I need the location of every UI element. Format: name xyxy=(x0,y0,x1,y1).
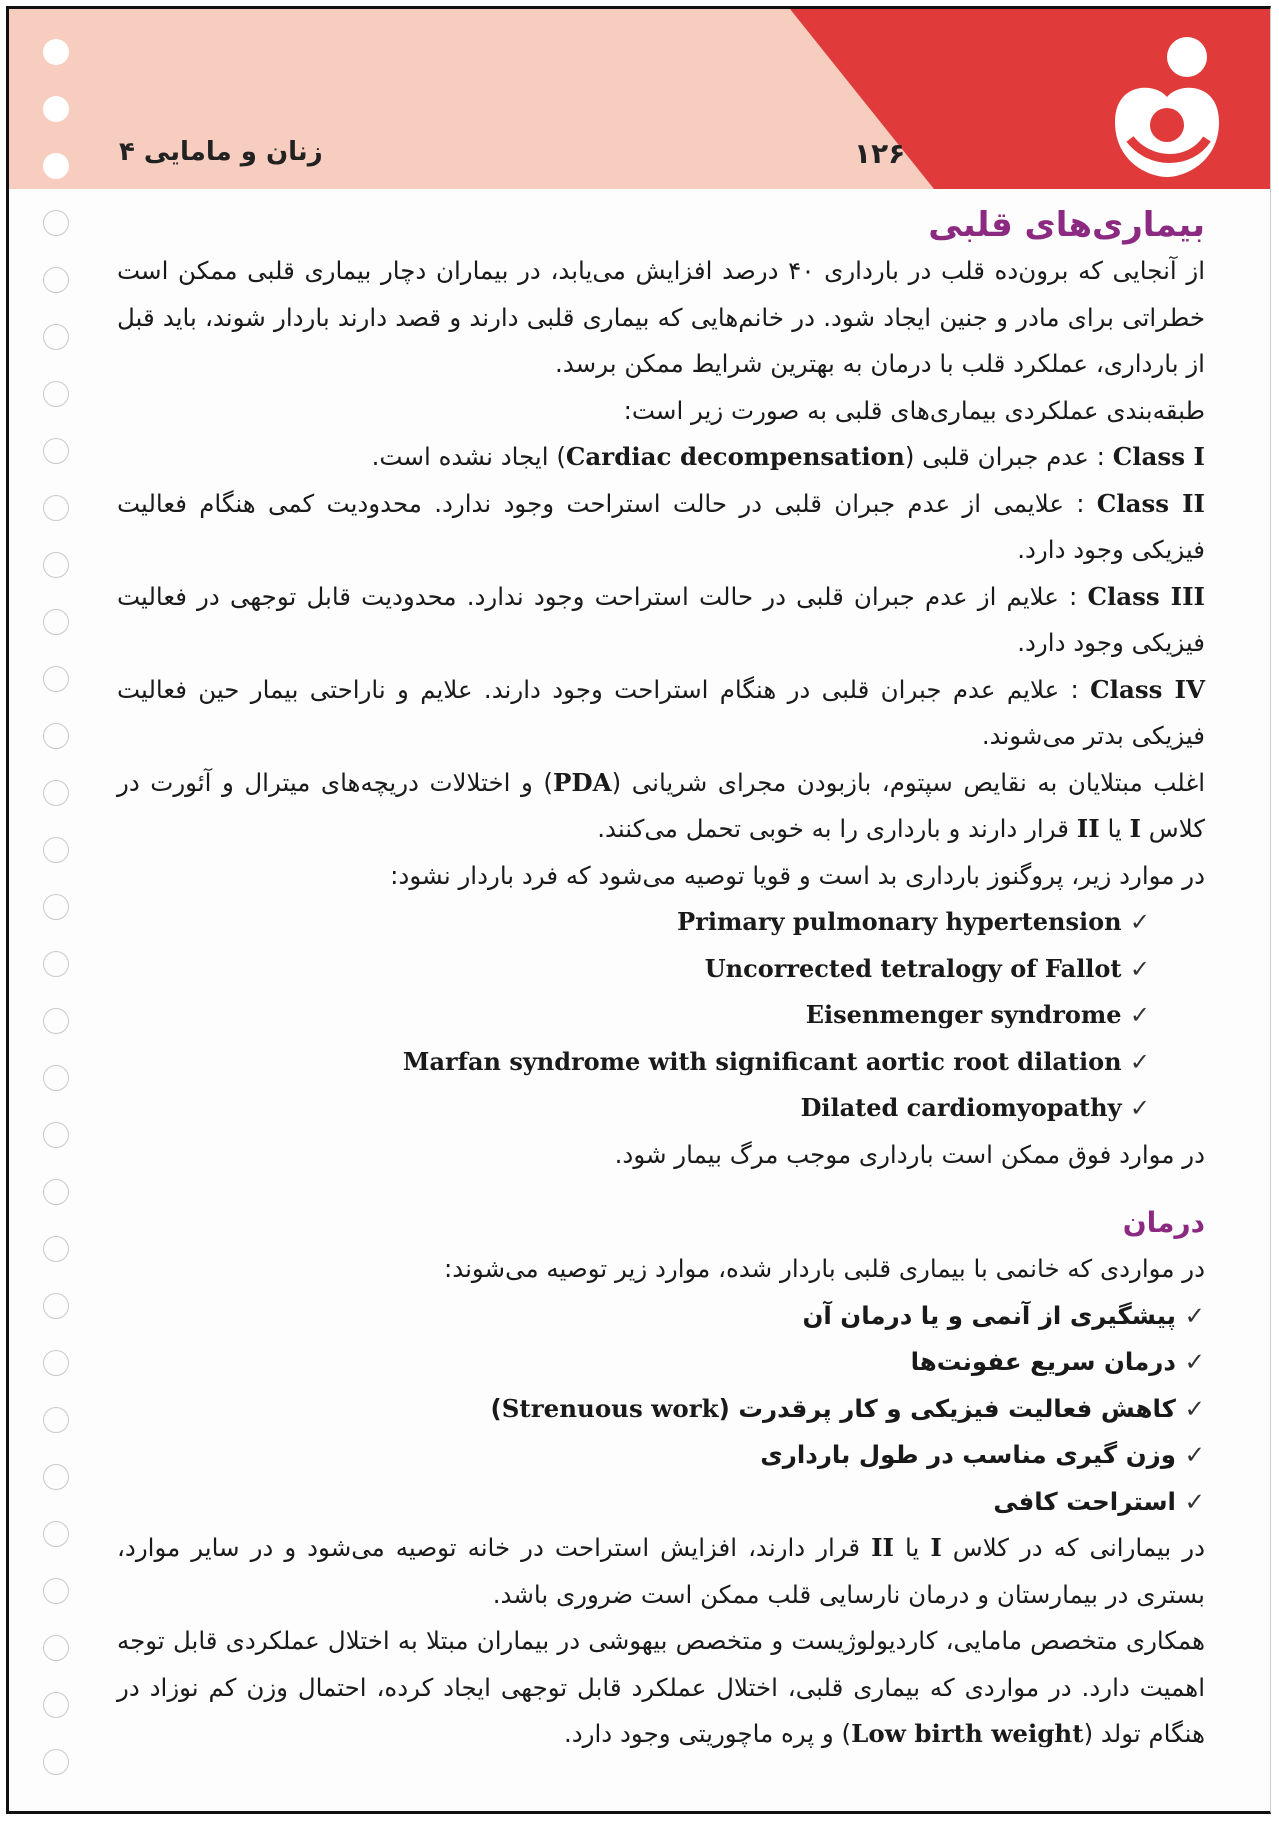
low-birth-weight-term: Low birth weight xyxy=(851,1719,1084,1748)
list-item-text: ) xyxy=(490,1393,502,1423)
check-icon: ✓ xyxy=(1129,1047,1150,1076)
main-content xyxy=(117,202,1205,1758)
classification-intro: طبقه‌بندی عملکردی بیماری‌های قلبی به صورت زیر است: xyxy=(623,395,1205,425)
list-item xyxy=(117,1432,1205,1479)
list-item xyxy=(117,1293,1205,1340)
binder-hole xyxy=(43,1464,69,1490)
class-numeral: I xyxy=(930,1533,942,1562)
defects-text: اغلب مبتلایان به نقایص سپتوم، بازبودن مجرای شریانی ( xyxy=(611,767,1206,797)
list-item-text: Primary pulmonary hypertension xyxy=(677,907,1122,936)
binder-hole xyxy=(43,552,69,578)
binder-hole xyxy=(43,1521,69,1547)
rest-text: در بیمارانی که در کلاس xyxy=(941,1533,1205,1562)
binder-hole xyxy=(43,153,69,179)
treatment-intro: در مواردی که خانمی با بیماری قلبی باردار شده، موارد زیر توصیه می‌شوند: xyxy=(443,1254,1205,1283)
class-iv-row xyxy=(117,667,1205,760)
binder-hole xyxy=(43,267,69,293)
page-frame xyxy=(6,6,1271,1814)
list-item-text: وزن گیری مناسب در طول بارداری xyxy=(760,1440,1176,1469)
class-numeral: II xyxy=(1076,814,1100,843)
treatment-title: درمان xyxy=(1122,1206,1205,1239)
class-text: : علایم از عدم جبران قلبی در حالت استراحت وجود ندارد. محدودیت قابل توجهی در فعالیت فیزیکی وجود دارد. xyxy=(117,581,1205,657)
defects-paragraph xyxy=(117,760,1205,853)
treatment-list xyxy=(117,1293,1205,1526)
team-text: ) و پره ماچوریتی وجود دارد. xyxy=(563,1719,852,1748)
list-item-text: Uncorrected tetralogy of Fallot xyxy=(704,953,1122,983)
team-paragraph xyxy=(117,1618,1205,1758)
binder-hole xyxy=(43,1065,69,1091)
list-item-text: پیشگیری از آنمی و یا درمان آن xyxy=(802,1300,1176,1330)
pda-term: PDA xyxy=(552,767,612,797)
mother-child-logo-icon xyxy=(1095,27,1245,177)
list-item xyxy=(117,992,1150,1039)
binder-hole xyxy=(43,495,69,521)
binder-hole xyxy=(43,951,69,977)
class-iii-row xyxy=(117,574,1205,667)
intro-paragraph: از آنجایی که برون‌ده قلب در بارداری ۴۰ درصد افزایش می‌یابد، در بیماران دچار بیماری قلبی ممکن است خطراتی برای مادر و جنین ایجاد شود. در خانم‌هایی که بیماری قلبی دارند و قصد دارند باردار شوند، باید قبل از بارداری، عملکرد قلب با درمان به بهترین شرایط ممکن برسد. xyxy=(117,256,1205,378)
class-term: Cardiac decompensation xyxy=(565,442,905,471)
binder-hole xyxy=(43,894,69,920)
binder-hole xyxy=(43,1293,69,1319)
binder-hole xyxy=(43,1635,69,1661)
list-item xyxy=(117,1479,1205,1526)
list-item xyxy=(117,899,1150,946)
poor-prognosis-intro: در موارد زیر، پروگنوز بارداری بد است و قویا توصیه می‌شود که فرد باردار نشود: xyxy=(390,860,1205,890)
list-item-text: Dilated cardiomyopathy xyxy=(800,1093,1122,1122)
team-text: همکاری متخصص مامایی، کاردیولوژیست و متخصص بیهوشی در بیماران مبتلا به اختلال عملکردی قابل توجه اهمیت دارد. در مواردی که بیماری قلبی، اختلال عملکرد قابل توجهی ایجاد کرده، احتمال وزن کم نوزاد در هنگام تولد ( xyxy=(117,1626,1205,1748)
class-label: Class III xyxy=(1087,581,1205,611)
check-icon: ✓ xyxy=(1129,1001,1150,1029)
check-icon: ✓ xyxy=(1129,1094,1150,1122)
binder-hole xyxy=(43,1350,69,1376)
binder-hole xyxy=(43,1578,69,1604)
class-label: Class IV xyxy=(1090,674,1205,704)
defects-text: قرار دارند و بارداری را به خوبی تحمل می‌کنند. xyxy=(597,814,1077,843)
class-label: Class I xyxy=(1112,442,1205,471)
list-item-text: Marfan syndrome with significant aortic root dilation xyxy=(402,1046,1122,1076)
check-icon: ✓ xyxy=(1184,1440,1205,1469)
check-icon: ✓ xyxy=(1129,954,1150,983)
check-icon: ✓ xyxy=(1184,1347,1205,1376)
class-text: : علایمی از عدم جبران قلبی در حالت استراحت وجود ندارد. محدودیت کمی هنگام فعالیت فیزیکی وجود دارد. xyxy=(117,488,1205,564)
binder-hole xyxy=(43,666,69,692)
rest-paragraph xyxy=(117,1525,1205,1618)
defects-text: ) و اختلالات دریچه‌های میترال و آئورت در کلاس xyxy=(117,767,1205,843)
class-text-after: ) ایجاد نشده است. xyxy=(371,442,566,471)
page-number: ۱۲۶ xyxy=(854,137,906,170)
check-icon: ✓ xyxy=(1184,1300,1205,1330)
binder-hole xyxy=(43,609,69,635)
binder-hole xyxy=(43,381,69,407)
binder-hole xyxy=(43,1008,69,1034)
list-item-text: کاهش فعالیت فیزیکی و کار پرقدرت ( xyxy=(718,1393,1176,1423)
poor-prognosis-list xyxy=(117,899,1205,1132)
binder-hole xyxy=(43,1179,69,1205)
book-title: زنان و مامایی ۴ xyxy=(119,137,323,167)
class-ii-row xyxy=(117,481,1205,574)
class-numeral: I xyxy=(1129,814,1142,843)
defects-text: یا xyxy=(1099,814,1130,843)
class-i-row xyxy=(117,434,1205,481)
class-text: : علایم عدم جبران قلبی در هنگام استراحت وجود دارند. علایم و ناراحتی بیمار حین فعالیت فیزیکی بدتر می‌شوند. xyxy=(117,674,1205,750)
rest-text: یا xyxy=(894,1533,931,1562)
list-item xyxy=(117,1339,1205,1386)
binder-hole xyxy=(43,837,69,863)
class-label: Class II xyxy=(1096,488,1206,518)
binder-hole xyxy=(43,96,69,122)
list-item xyxy=(117,1386,1205,1433)
binder-hole xyxy=(43,438,69,464)
binder-hole xyxy=(43,39,69,65)
section-title: بیماری‌های قلبی xyxy=(928,205,1205,245)
binder-hole xyxy=(43,1122,69,1148)
check-icon: ✓ xyxy=(1129,908,1150,936)
binder-hole xyxy=(43,324,69,350)
binder-hole xyxy=(43,780,69,806)
list-item-text: درمان سریع عفونت‌ها xyxy=(910,1347,1176,1376)
poor-prognosis-outro: در موارد فوق ممکن است بارداری موجب مرگ بیمار شود. xyxy=(614,1139,1205,1169)
class-text: : عدم جبران قلبی ( xyxy=(904,442,1113,471)
rest-text: قرار دارند، افزایش استراحت در خانه توصیه می‌شود و در سایر موارد، بستری در بیمارستان و درمان نارسایی قلب ممکن است ضروری باشد. xyxy=(117,1533,1205,1609)
binder-hole xyxy=(43,723,69,749)
binder-hole xyxy=(43,1749,69,1775)
check-icon: ✓ xyxy=(1184,1393,1205,1423)
binder-hole xyxy=(43,210,69,236)
binder-hole xyxy=(43,1692,69,1718)
list-item-text: Eisenmenger syndrome xyxy=(805,1000,1122,1029)
check-icon: ✓ xyxy=(1184,1486,1205,1516)
list-item xyxy=(117,946,1150,993)
class-numeral: II xyxy=(871,1533,895,1562)
strenuous-work-term: Strenuous work xyxy=(501,1393,719,1423)
binder-hole xyxy=(43,1236,69,1262)
list-item-text: استراحت کافی xyxy=(993,1486,1176,1516)
list-item xyxy=(117,1039,1150,1086)
binder-hole xyxy=(43,1407,69,1433)
list-item xyxy=(117,1085,1150,1132)
